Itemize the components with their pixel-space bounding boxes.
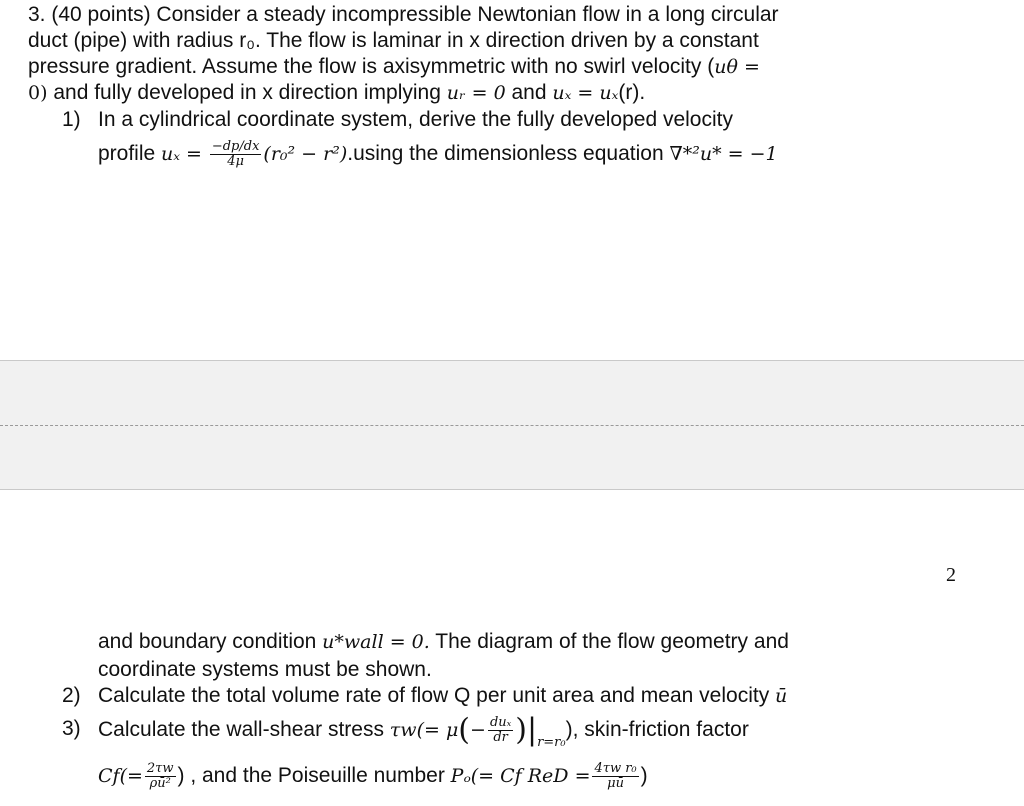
- continuation-line-2: [98, 657, 432, 683]
- math-expression: ∇*²u* = −1: [669, 143, 778, 166]
- item-3-line-1: [62, 712, 749, 751]
- minus-symbol: −: [470, 719, 486, 742]
- evaluation-subscript: r=r₀: [537, 735, 566, 751]
- page-number: 2: [946, 564, 956, 586]
- fraction-dux-dr: $\frac{\text{duₓ}}{dr}$: [489, 715, 512, 745]
- item-text: The diagram of the flow geometry and: [429, 630, 789, 653]
- problem-text: duct (pipe) with radius r₀. The flow is laminar in x direction driven by a constant: [28, 29, 759, 52]
- math-expression: ū: [775, 685, 788, 707]
- problem-text: and: [505, 81, 553, 104]
- item-number: 2): [62, 684, 81, 707]
- math-expression: Cf(=: [98, 765, 143, 788]
- problem-text: 3. (40 points) Consider a steady incompressible Newtonian flow in a long circular: [28, 3, 779, 26]
- item-number: 3): [62, 717, 81, 740]
- item-3-content: [98, 712, 749, 756]
- open-paren-symbol: (: [458, 712, 471, 748]
- problem-line-2: [28, 28, 759, 54]
- problem-line-1: [28, 2, 779, 28]
- continuation-line-1: [98, 629, 789, 655]
- item-text: ): [640, 764, 648, 788]
- item-number: 1): [62, 108, 81, 131]
- item-2-content: [98, 683, 787, 709]
- fraction-dp-dx-over-4mu: $\frac{-dp/dx}{4\mu}$: [211, 139, 260, 169]
- evaluation-bar-symbol: |: [526, 712, 538, 748]
- math-expression: uθ =: [714, 56, 760, 78]
- math-expression: (r₀² − r²): [263, 143, 348, 166]
- math-expression: uᵣ = 0: [446, 82, 506, 104]
- page-break: [0, 360, 1024, 490]
- fraction-2tau-over-rho-u2: $\frac{2\tau w}{\text{ρū²}}$: [146, 761, 174, 791]
- item-text: profile: [98, 142, 162, 166]
- problem-line-3: [28, 54, 760, 80]
- math-expression: uₓ =: [161, 143, 202, 166]
- item-text: Calculate the wall-shear stress: [98, 718, 390, 742]
- item-text: .using the dimensionless equation: [347, 142, 670, 166]
- item-text: ), skin-friction factor: [565, 718, 749, 742]
- math-expression: Pₒ(= Cf ReD =: [450, 765, 591, 788]
- item-text: Calculate the total volume rate of flow Q per unit area and mean velocity: [98, 684, 776, 707]
- item-2: [62, 683, 788, 709]
- item-1-line-1: [62, 107, 733, 133]
- close-paren-symbol: ): [515, 712, 527, 748]
- fraction-4tau-r0-over-mu-u: $\frac{\text{4τw r₀}}{\mu ū}$: [594, 761, 637, 791]
- item-1-line-2: [98, 140, 778, 169]
- problem-text: (r).: [618, 81, 646, 104]
- problem-text: and fully developed in x direction implying: [47, 81, 447, 104]
- problem-text: pressure gradient. Assume the flow is axisymmetric with no swirl velocity (: [28, 55, 715, 78]
- item-text: ) , and the Poiseuille number: [177, 764, 451, 788]
- page-break-divider: [0, 425, 1024, 426]
- math-expression: 0): [28, 82, 48, 104]
- math-expression: τw(= μ: [389, 719, 459, 742]
- page-2: [0, 490, 1024, 806]
- problem-line-4: [28, 80, 645, 106]
- item-3-line-2: [98, 762, 648, 791]
- item-text: and boundary condition: [98, 630, 323, 653]
- item-text: In a cylindrical coordinate system, derive the fully developed velocity: [98, 108, 733, 131]
- math-expression: u*wall = 0.: [322, 631, 430, 653]
- page-1: [0, 0, 1024, 360]
- item-text: coordinate systems must be shown.: [98, 658, 432, 681]
- math-expression: uₓ = uₓ: [552, 82, 619, 104]
